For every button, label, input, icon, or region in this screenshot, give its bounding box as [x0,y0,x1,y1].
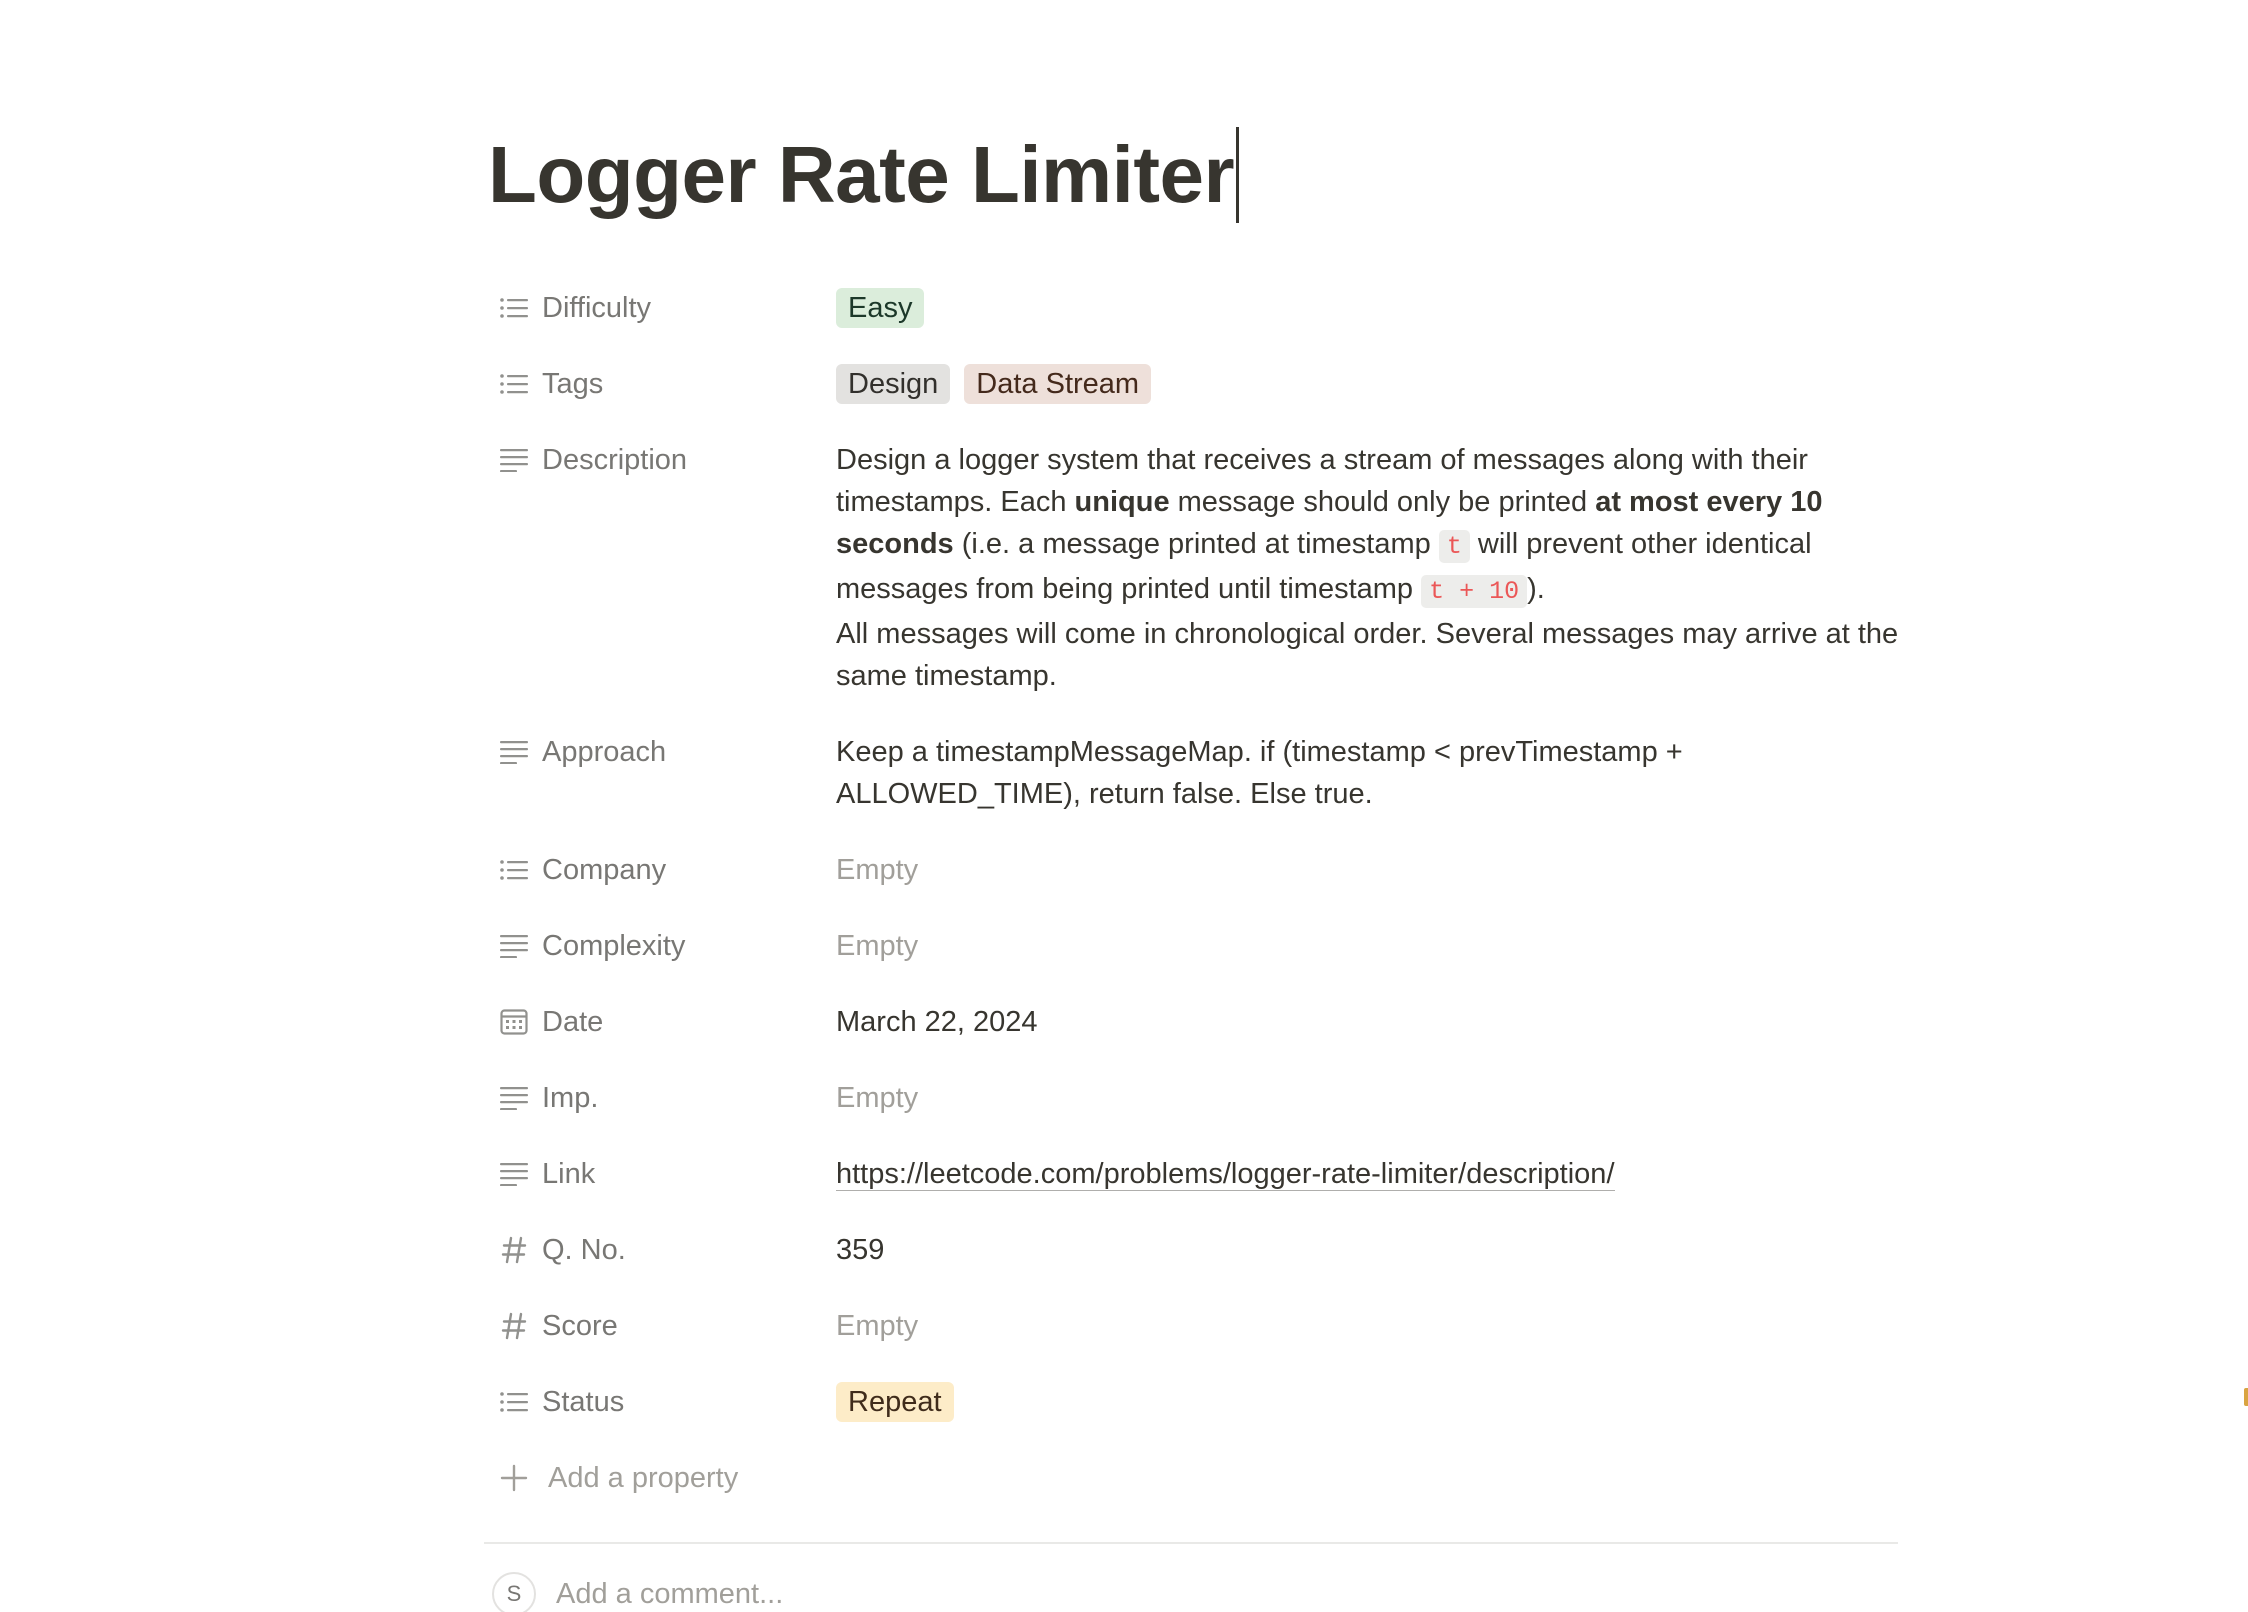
tag-repeat[interactable]: Repeat [836,1382,954,1422]
property-label: Status [542,1385,625,1418]
property-label: Imp. [542,1081,599,1114]
text-lines-icon [498,444,530,476]
property-label: Score [542,1309,618,1342]
property-value-imp[interactable]: Empty [836,1082,919,1114]
page-title[interactable] [488,120,1902,230]
edge-indicator [2244,1388,2248,1406]
page-content [488,120,1902,1612]
description-text: Design a logger system that receives a stream of messages along with their timestamps. Each [836,444,1808,518]
comment-input[interactable] [556,1578,1356,1611]
calendar-icon [498,1006,530,1038]
property-link [488,1136,1902,1212]
tag-design[interactable]: Design [836,364,950,404]
property-description [488,422,1902,714]
property-value-difficulty[interactable] [836,270,1902,346]
hash-icon [498,1234,530,1266]
description-bold: unique [1074,486,1170,518]
page-title-text[interactable]: Logger Rate Limiter [488,130,1235,219]
text-lines-icon [498,1082,530,1114]
text-lines-icon [498,930,530,962]
description-bold: at most every 10 seconds [836,486,1823,560]
property-label: Tags [542,367,604,400]
property-name-imp[interactable] [488,1060,836,1136]
property-value-status[interactable] [836,1364,1902,1440]
property-name-link[interactable] [488,1136,836,1212]
text-lines-icon [498,1158,530,1190]
property-tags [488,346,1902,422]
hash-icon [498,1310,530,1342]
text-caret [1236,127,1239,223]
property-label: Link [542,1157,596,1190]
property-approach [488,714,1902,832]
property-label: Company [542,853,667,886]
property-value-qno[interactable]: 359 [836,1234,885,1266]
description-paragraph-2: All messages will come in chronological order. Several messages may arrive at the same timestamp. [836,618,1899,692]
property-complexity [488,908,1902,984]
property-value-complexity[interactable]: Empty [836,930,919,962]
add-property-button[interactable] [488,1440,1902,1516]
property-imp [488,1060,1902,1136]
property-value-score[interactable]: Empty [836,1310,919,1342]
property-label: Q. No. [542,1233,626,1266]
description-text: message should only be printed [1169,486,1596,518]
list-icon [498,854,530,886]
property-label: Approach [542,735,667,768]
property-value-tags[interactable] [836,346,1902,422]
property-status [488,1364,1902,1440]
property-name-approach[interactable] [488,714,836,790]
text-lines-icon [498,736,530,768]
description-text: will prevent other identical messages from being printed until timestamp [836,528,1812,605]
property-label: Description [542,443,688,476]
property-name-complexity[interactable] [488,908,836,984]
description-text: (i.e. a message printed at timestamp [953,528,1439,560]
list-icon [498,368,530,400]
property-value-link [836,1136,1902,1212]
property-name-date[interactable] [488,984,836,1060]
property-label: Complexity [542,929,686,962]
property-label: Difficulty [542,291,652,324]
property-value-description[interactable] [836,422,1902,714]
property-date [488,984,1902,1060]
property-name-tags[interactable] [488,346,836,422]
property-qno [488,1212,1902,1288]
property-name-company[interactable] [488,832,836,908]
property-name-score[interactable] [488,1288,836,1364]
tag-data-stream[interactable]: Data Stream [964,364,1151,404]
inline-code: t + 10 [1421,575,1527,608]
property-name-description[interactable] [488,422,836,498]
add-property-label: Add a property [548,1461,739,1494]
property-score [488,1288,1902,1364]
property-name-status[interactable] [488,1364,836,1440]
property-label: Date [542,1005,604,1038]
leetcode-link[interactable]: https://leetcode.com/problems/logger-rate-limiter/description/ [836,1158,1615,1190]
list-icon [498,292,530,324]
property-value-date[interactable]: March 22, 2024 [836,1006,1038,1038]
plus-icon [498,1462,530,1494]
property-value-approach[interactable]: Keep a timestampMessageMap. if (timestamp < prevTimestamp + ALLOWED_TIME), return false. Else true. [836,736,1683,810]
list-icon [498,1386,530,1418]
description-paragraph-1 [836,439,1902,613]
tag-easy[interactable]: Easy [836,288,924,328]
avatar: S [492,1572,536,1612]
comment-bar [488,1544,1902,1612]
property-company [488,832,1902,908]
property-name-qno[interactable] [488,1212,836,1288]
property-name-difficulty[interactable] [488,270,836,346]
inline-code: t [1439,530,1470,563]
description-text: ). [1527,573,1545,605]
property-difficulty [488,270,1902,346]
property-value-company[interactable]: Empty [836,854,919,886]
